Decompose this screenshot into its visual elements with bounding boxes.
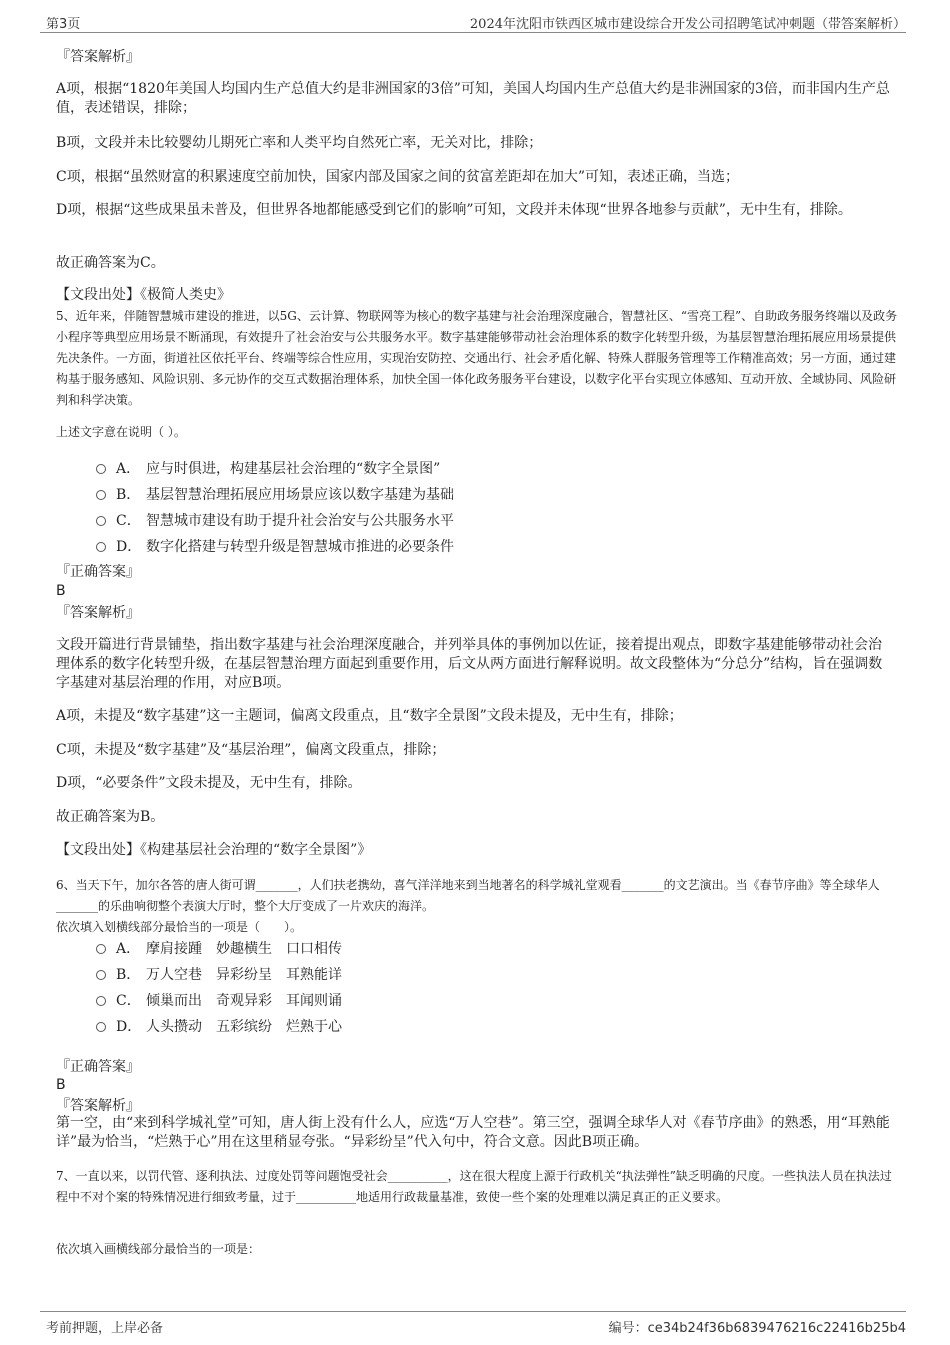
question-6-option-c[interactable] xyxy=(96,990,342,1010)
question-7-prompt: 依次填入画横线部分最恰当的一项是： xyxy=(56,1242,261,1256)
question-7-stem: 7、一直以来，以罚代管、逐利执法、过度处罚等问题饱受社会__________，这在很大程度上源于行政机关“执法弹性”缺乏明确的尺度。一些执法人员在执法过程中不对个案的特殊情况进行细致考量，过于__________地适用行政裁量基准，致使一些个案的处理难以满足真正的正义要求。 xyxy=(56,1169,892,1204)
question-6-prompt: 依次填入划横线部分最恰当的一项是（ ）。 xyxy=(56,920,303,934)
analysis-option-c: C项，未提及“数字基建”及“基层治理”，偏离文段重点，排除； xyxy=(56,742,446,758)
radio-icon[interactable] xyxy=(96,490,106,500)
analysis-option-d: D项，“必要条件”文段未提及，无中生有，排除。 xyxy=(56,775,362,791)
option-key: C． xyxy=(116,993,141,1009)
question-5-stem: 5、近年来，伴随智慧城市建设的推进，以5G、云计算、物联网等为核心的数字基建与社会治理深度融合，智慧社区、“雪亮工程”、自助政务服务终端以及政务小程序等典型应用场景不断涌现，有效提升了社会治安与公共服务水平。数字基建能够带动社会治理体系的数字化转型升级，为基层智慧治理拓展应用场景提供先决条件。一方面，街道社区依托平台、终端等综合性应用，实现治安防控、交通出行、社会矛盾化解、特殊人群服务管理等工作精准高效；另一方面，通过建构基于服务感知、风险识别、多元协作的交互式数据治理体系，加快全国一体化政务服务平台建设，以数字化平台实现立体感知、互动开放、全域协同、风险研判和科学决策。 xyxy=(56,309,898,407)
page-header xyxy=(40,10,906,33)
question-6-analysis: 第一空，由“来到科学城礼堂”可知，唐人街上没有什么人，应选“万人空巷”。第三空，强调全球华人对《春节序曲》的熟悉，用“耳熟能详”最为恰当，“烂熟于心”用在这里稍显夸张。“异彩纷呈”代入句中，符合文意。因此B项正确。 xyxy=(56,1115,890,1150)
correct-answer: B xyxy=(56,583,66,599)
question-6-option-d[interactable] xyxy=(96,1016,342,1036)
page-number: 第3页 xyxy=(46,17,81,32)
question-5-analysis: 文段开篇进行背景铺垫，指出数字基建与社会治理深度融合，并列举具体的事例加以佐证，接着提出观点，即数字基建能够带动社会治理体系的数字化转型升级，在基层智慧治理方面起到重要作用，后文从两方面进行解释说明。故文段整体为“分总分”结构，旨在强调数字基建对基层治理的作用，对应B项。 xyxy=(56,637,883,691)
source-citation: 【文段出处】《极简人类史》 xyxy=(56,287,231,303)
option-text: 数字化搭建与转型升级是智慧城市推进的必要条件 xyxy=(146,539,454,555)
code-value: ce34b24f36b6839476216c22416b25b4 xyxy=(647,1321,906,1336)
option-key: B． xyxy=(116,967,141,983)
question-5-option-b[interactable] xyxy=(96,484,454,504)
option-key: C． xyxy=(116,513,141,529)
analysis-option-a: A项，根据“1820年美国人均国内生产总值大约是非洲国家的3倍”可知，美国人均国内生产总值大约是非洲国家的3倍，而非国内生产总值，表述错误，排除； xyxy=(56,81,890,116)
option-key: A． xyxy=(116,941,141,957)
question-5-option-d[interactable] xyxy=(96,536,454,556)
page-footer xyxy=(40,1311,906,1336)
option-text: 智慧城市建设有助于提升社会治安与公共服务水平 xyxy=(146,513,454,529)
option-key: D． xyxy=(116,539,142,555)
radio-icon[interactable] xyxy=(96,970,106,980)
code-label: 编号： xyxy=(608,1321,648,1336)
radio-icon[interactable] xyxy=(96,516,106,526)
option-key: A． xyxy=(116,461,141,477)
source-citation: 【文段出处】《构建基层社会治理的“数字全景图”》 xyxy=(56,842,372,858)
option-text: 摩肩接踵 妙趣横生 口口相传 xyxy=(146,941,342,957)
option-text: 万人空巷 异彩纷呈 耳熟能详 xyxy=(146,967,342,983)
question-5-prompt: 上述文字意在说明（ ）。 xyxy=(56,425,186,439)
correct-answer-label: 『正确答案』 xyxy=(56,564,140,580)
question-6-option-a[interactable] xyxy=(96,938,342,958)
radio-icon[interactable] xyxy=(96,1022,106,1032)
question-5-option-a[interactable] xyxy=(96,458,440,478)
option-key: D． xyxy=(116,1019,142,1035)
correct-answer: B xyxy=(56,1077,66,1093)
analysis-label: 『答案解析』 xyxy=(56,605,140,621)
option-text: 人头攒动 五彩缤纷 烂熟于心 xyxy=(146,1019,342,1035)
question-6-option-b[interactable] xyxy=(96,964,342,984)
option-text: 倾巢而出 奇观异彩 耳闻则诵 xyxy=(146,993,342,1009)
radio-icon[interactable] xyxy=(96,542,106,552)
document-code xyxy=(609,1317,906,1336)
analysis-option-c: C项，根据“虽然财富的积累速度空前加快，国家内部及国家之间的贫富差距却在加大”可知，表述正确，当选； xyxy=(56,169,740,185)
radio-icon[interactable] xyxy=(96,996,106,1006)
document-title: 2024年沈阳市铁西区城市建设综合开发公司招聘笔试冲刺题（带答案解析） xyxy=(469,17,906,32)
radio-icon[interactable] xyxy=(96,944,106,954)
question-6-stem: 6、当天下午，加尔各答的唐人街可谓_______，人们扶老携幼，喜气洋洋地来到当地著名的科学城礼堂观看_______的文艺演出。当《春节序曲》等全球华人_______的乐曲响彻整个表演大厅时，整个大厅变成了一片欢庆的海洋。 xyxy=(56,878,880,913)
question-5-option-c[interactable] xyxy=(96,510,454,530)
analysis-option-b: B项，文段并未比较婴幼儿期死亡率和人类平均自然死亡率，无关对比，排除； xyxy=(56,135,543,151)
analysis-label: 『答案解析』 xyxy=(56,49,140,65)
analysis-label: 『答案解析』 xyxy=(56,1098,140,1114)
option-key: B． xyxy=(116,487,141,503)
correct-answer-label: 『正确答案』 xyxy=(56,1059,140,1075)
analysis-conclusion: 故正确答案为C。 xyxy=(56,255,165,271)
analysis-option-d: D项，根据“这些成果虽未普及，但世界各地都能感受到它们的影响”可知，文段并未体现“世界各地参与贡献”，无中生有，排除。 xyxy=(56,202,852,218)
analysis-conclusion: 故正确答案为B。 xyxy=(56,809,165,825)
option-text: 应与时俱进，构建基层社会治理的“数字全景图” xyxy=(146,461,441,477)
analysis-option-a: A项，未提及“数字基建”这一主题词，偏离文段重点，且“数字全景图”文段未提及，无中生有，排除； xyxy=(56,708,683,724)
radio-icon[interactable] xyxy=(96,464,106,474)
option-text: 基层智慧治理拓展应用场景应该以数字基建为基础 xyxy=(146,487,454,503)
footer-slogan: 考前押题，上岸必备 xyxy=(46,1321,164,1336)
